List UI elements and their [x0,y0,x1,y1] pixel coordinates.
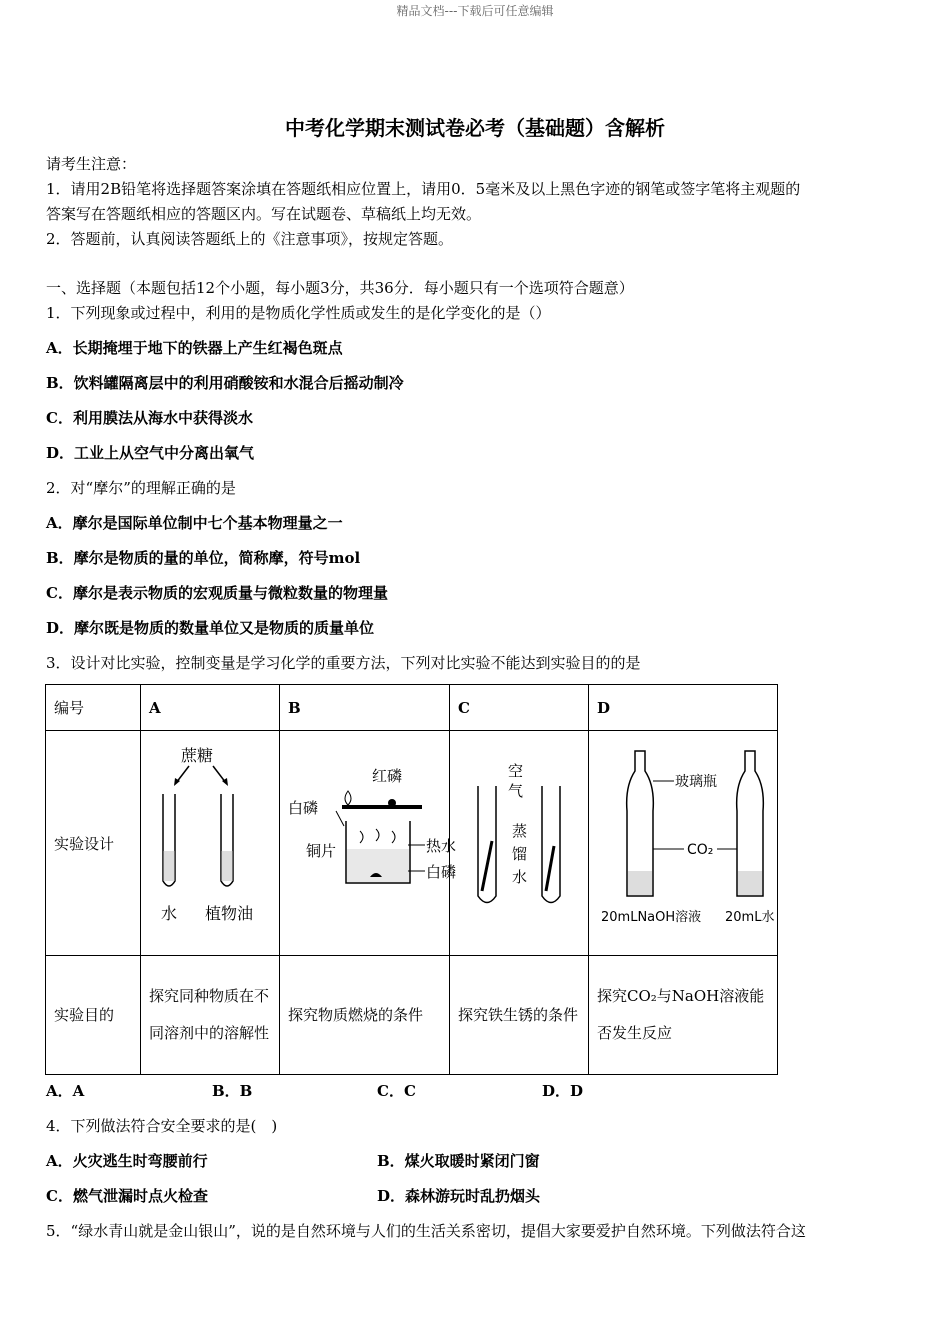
fig-b-red-p: 红磷 [372,767,403,785]
q4-option-b: B．煤火取暖时紧闭门窗 [377,1152,540,1170]
fig-d-water-label: 20mL水 [725,910,775,925]
fig-c-air2: 气 [508,782,524,800]
figure-a-sugar-tubes [141,731,279,951]
q2-option-b: B．摩尔是物质的量的单位，简称摩，符号mol [46,549,361,567]
q1-option-c: C．利用膜法从海水中获得淡水 [46,409,253,427]
purpose-b: 探究物质燃烧的条件 [280,956,450,1075]
q3-option-b: B．B [212,1082,253,1100]
figure-d-co2-bottles [589,731,777,951]
fig-d-co2-label: CO₂ [687,842,714,858]
figure-b-combustion [280,731,457,951]
q1-stem: 1．下列现象或过程中，利用的是物质化学性质或发生的是化学变化的是（） [46,304,551,322]
q3-stem: 3．设计对比实验，控制变量是学习化学的重要方法，下列对比实验不能达到实验目的的是 [46,654,641,672]
fig-a-oil-label: 植物油 [205,904,254,923]
section-heading: 一、选择题（本题包括12个小题，每小题3分，共36分．每小题只有一个选项符合题意） [46,279,634,297]
table-header-c: C [450,685,589,731]
q1-option-a: A．长期掩埋于地下的铁器上产生红褐色斑点 [46,339,343,357]
figure-b-cell [280,731,457,956]
figure-a-cell [141,731,280,956]
table-header-a: A [141,685,280,731]
fig-d-naoh-label: 20mLNaOH溶液 [601,910,702,925]
experiment-table [45,684,778,1075]
q5-stem: 5．“绿水青山就是金山银山”，说的是自然环境与人们的生活关系密切，提倡大家要爱护自然环境。下列做法符合这 [46,1222,806,1240]
table-header-d: D [589,685,778,731]
q1-option-b: B．饮料罐隔离层中的利用硝酸铵和水混合后摇动制冷 [46,374,404,392]
fig-a-water-label: 水 [161,904,178,923]
q1-option-d: D．工业上从空气中分离出氧气 [46,444,255,462]
q3-option-a: A．A [46,1082,85,1100]
q3-option-d: D．D [542,1082,584,1100]
fig-d-bottle-label: 玻璃瓶 [675,774,717,790]
fig-b-white-p: 白磷 [288,799,319,817]
fig-b-white-p2: 白磷 [426,863,457,881]
q4-option-a: A．火灾逃生时弯腰前行 [46,1152,208,1170]
fig-b-hot-water: 热水 [426,837,457,855]
fig-c-dw1: 蒸 [512,822,528,840]
row-label-design: 实验设计 [46,731,141,956]
figure-d-cell [589,731,778,956]
notice-item1a: 1．请用2B铅笔将选择题答案涂填在答题纸相应位置上，请用0．5毫米及以上黑色字迹的钢笔或签字笔将主观题的 [46,180,801,198]
page-header: 精品文档---下载后可任意编辑 [396,4,554,18]
fig-c-dw2: 馏 [512,845,528,863]
q4-option-c: C．燃气泄漏时点火检查 [46,1187,208,1205]
q4-stem: 4．下列做法符合安全要求的是( ) [46,1117,278,1135]
notice-heading: 请考生注意： [46,155,137,173]
fig-a-sugar-label: 蔗糖 [181,746,214,765]
table-header-b: B [280,685,450,731]
purpose-a: 探究同种物质在不同溶剂中的溶解性 [141,956,280,1075]
q2-option-d: D．摩尔既是物质的数量单位又是物质的质量单位 [46,619,375,637]
q2-option-a: A．摩尔是国际单位制中七个基本物理量之一 [46,514,343,532]
fig-c-dw3: 水 [512,868,528,886]
notice-item2: 2．答题前，认真阅读答题纸上的《注意事项》，按规定答题。 [46,230,454,248]
figure-c-rust [450,731,588,951]
purpose-d: 探究CO₂与NaOH溶液能否发生反应 [589,956,778,1075]
notice-item1b: 答案写在答题纸相应的答题区内。写在试题卷、草稿纸上均无效。 [46,205,482,223]
purpose-c: 探究铁生锈的条件 [450,956,589,1075]
q2-option-c: C．摩尔是表示物质的宏观质量与微粒数量的物理量 [46,584,388,602]
fig-b-copper: 铜片 [306,842,337,860]
q2-stem: 2．对“摩尔”的理解正确的是 [46,479,236,497]
row-label-purpose: 实验目的 [46,956,141,1075]
figure-c-cell [450,731,589,956]
page-title: 中考化学期末测试卷必考（基础题）含解析 [285,116,665,140]
q3-option-c: C．C [377,1082,416,1100]
fig-c-air1: 空 [508,762,524,780]
table-header-number: 编号 [46,685,141,731]
q4-option-d: D．森林游玩时乱扔烟头 [377,1187,541,1205]
